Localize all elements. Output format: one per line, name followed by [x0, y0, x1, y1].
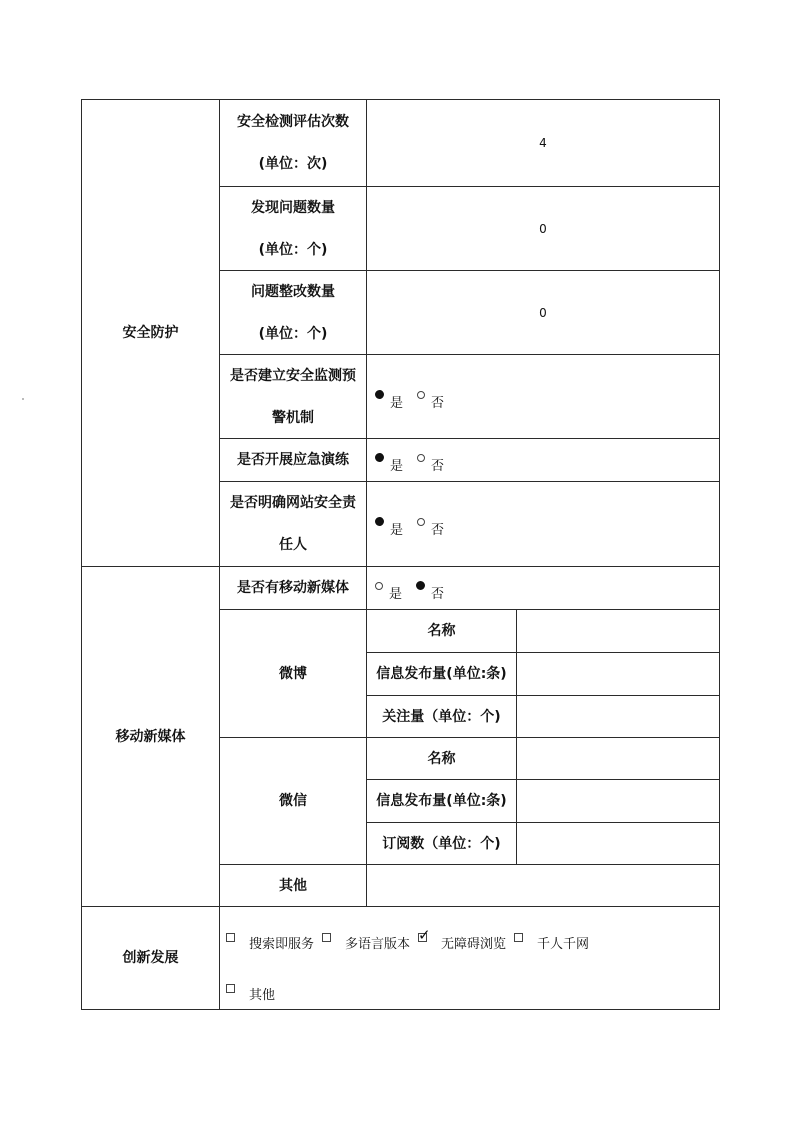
mobile-other-label: 其他 [279, 877, 307, 894]
field-label: 是否有移动新媒体 [237, 580, 349, 596]
field-label [220, 482, 366, 566]
checkbox-group [226, 984, 283, 1003]
radio-yes[interactable] [375, 582, 383, 590]
checkbox-label: 无障碍浏览 [441, 937, 507, 952]
field-value: 0 [539, 305, 547, 320]
wechat-label: 微信 [279, 793, 307, 809]
field-label [220, 100, 366, 186]
weibo-followers-label: 关注量（单位：个) [382, 708, 501, 725]
radio-no[interactable] [416, 581, 425, 590]
checkbox[interactable] [514, 933, 523, 942]
field-label-line: 问题整改数量 [251, 283, 335, 300]
checkbox[interactable] [226, 933, 235, 942]
checkbox-group [226, 933, 597, 952]
field-label-line: (单位：个) [258, 241, 328, 258]
field-label-line: 发现问题数量 [251, 199, 335, 216]
checkbox[interactable] [322, 933, 331, 942]
checkbox-label: 搜索即服务 [249, 937, 315, 952]
mobile-other-value[interactable] [367, 865, 719, 906]
checkbox-label: 其他 [249, 988, 276, 1003]
checkbox-label: 多语言版本 [345, 937, 411, 952]
radio-label: 是 [390, 459, 404, 474]
radio-yes[interactable] [375, 453, 384, 462]
radio-group [375, 455, 458, 474]
radio-no[interactable] [417, 391, 425, 399]
field-label-line: 是否建立安全监测预 [230, 367, 356, 384]
radio-label: 否 [431, 587, 445, 602]
weibo-posts-label: 信息发布量(单位:条) [376, 666, 507, 682]
section-label-innovation: 创新发展 [122, 950, 179, 966]
radio-label: 否 [431, 396, 445, 411]
radio-group [375, 519, 458, 538]
field-label-line: 是否明确网站安全责 [230, 495, 356, 511]
field-label [220, 271, 366, 354]
section-label-security: 安全防护 [122, 325, 179, 341]
radio-no[interactable] [417, 518, 425, 526]
field-value: 0 [539, 221, 547, 236]
field-label-line: 警机制 [272, 409, 314, 426]
checkbox[interactable] [226, 984, 235, 993]
wechat-name-value[interactable] [517, 738, 719, 779]
radio-label: 否 [431, 523, 445, 538]
radio-no[interactable] [417, 454, 425, 462]
field-label-line: (单位：次) [258, 156, 328, 172]
field-label [220, 355, 366, 438]
wechat-subscribers-label: 订阅数（单位：个) [382, 835, 501, 852]
radio-label: 否 [431, 459, 445, 474]
field-label-line: 任人 [279, 537, 307, 553]
radio-group [375, 392, 458, 411]
weibo-name-label: 名称 [427, 623, 456, 639]
field-label: 是否开展应急演练 [237, 452, 349, 468]
table-border-bottom [81, 1009, 720, 1010]
table-border-right [719, 99, 720, 1010]
radio-label: 是 [390, 396, 404, 411]
field-value: 4 [539, 136, 547, 150]
checkbox-checked[interactable] [418, 933, 427, 942]
wechat-name-label: 名称 [427, 750, 456, 767]
wechat-posts-value[interactable] [517, 780, 719, 822]
wechat-posts-label: 信息发布量(单位:条) [376, 793, 507, 809]
radio-group [375, 583, 458, 602]
field-label-line: (单位：个) [258, 325, 328, 342]
radio-yes[interactable] [375, 390, 384, 399]
wechat-subscribers-value[interactable] [517, 823, 719, 864]
weibo-posts-value[interactable] [517, 653, 719, 695]
field-label-line: 安全检测评估次数 [237, 114, 349, 130]
radio-label: 是 [390, 523, 404, 538]
weibo-followers-value[interactable] [517, 696, 719, 737]
field-label [220, 187, 366, 270]
checkbox-label: 千人千网 [537, 937, 590, 952]
scan-speck [22, 398, 24, 400]
radio-yes[interactable] [375, 517, 384, 526]
section-label-mobile: 移动新媒体 [115, 728, 186, 745]
radio-label: 是 [389, 587, 403, 602]
weibo-name-value[interactable] [517, 610, 719, 652]
weibo-label: 微博 [279, 665, 307, 682]
